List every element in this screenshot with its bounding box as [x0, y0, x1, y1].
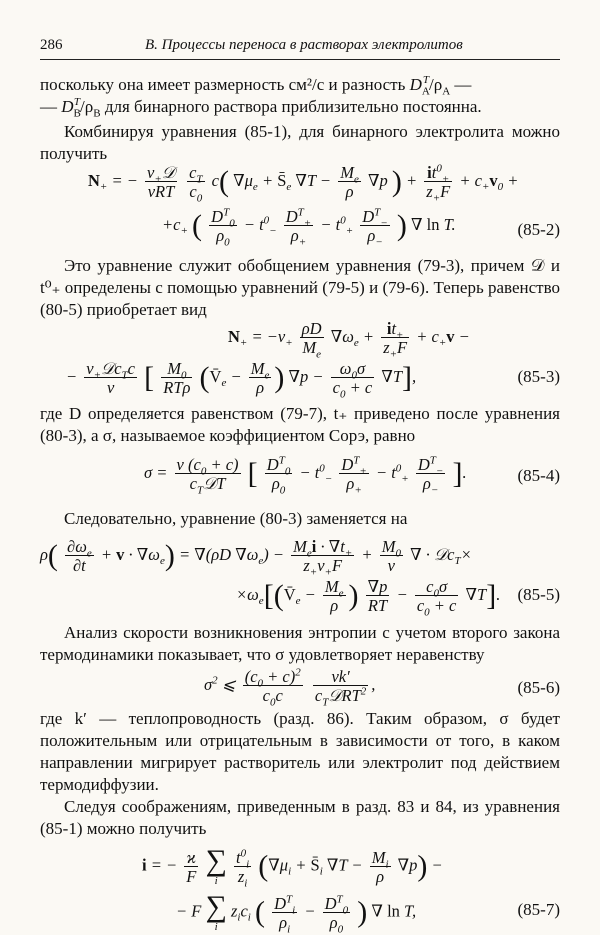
equation-85-4: σ = $\frac{\nu (c_0 + c)}{c_T𝒟T}$ [ $\frac{D^T_0}{\rho_0}$ − $t^0_-$ $\frac{D^T_+}{\rho_+}$ − $t^0_+$ $\frac{D^T_-}{\rho_-}$ ].	[144, 454, 467, 497]
equation-number-85-2: (85-2)	[517, 220, 560, 239]
equation-85-5-line2: $\times\omega_e[(V̄_e$ − $\frac{M_e}{\rho}$ ) $\frac{\nabla p}{RT}$ − $\frac{c_0\sigma}{c_0 + c}$ ∇T].	[236, 577, 501, 619]
equation-85-7-line2: − F ∑ i $z_ic_i$ ( $\frac{D^T_i}{\rho_i}$ − $\frac{D^T_0}{\rho_0}$ ) ∇ ln T,	[176, 890, 417, 935]
equation-85-3-line1: $N_+ = -\nu_+$ $\frac{\rho D}{M_e}$ $\nabla\omega_e$ + $\frac{it_+}{z_+F}$ + $c_+v$ −	[228, 319, 470, 361]
equation-number-85-3: (85-3)	[517, 367, 560, 386]
equation-number-85-7: (85-7)	[517, 900, 560, 919]
equation-85-3-line2: − $\frac{\nu_+𝒟c_Tc}{\nu}$ [ $\frac{M_0}{\text{RTρ}}$ ($V̄_e$ − $\frac{M_e}{\rho}$ ) ∇p − $\frac{\omega_0\sigma}{c_0 + c}$ ∇T],	[66, 359, 417, 401]
equation-85-2-line1: $N_+$ = − $\frac{\nu_+𝒟}{\text{νRT}}$ $\frac{c_T}{c_0}$ c( $\nabla\mu_e$ + $S̄_e$ ∇T − $\frac{M_e}{\rho}$ ∇p ) + $\frac{it^0_+}{z_+F}$ + $c_+v_0$ +	[88, 162, 519, 205]
equation-85-5-line1: ρ( $\frac{\partial\omega_e}{\partial t}$ + $v \cdot \nabla\omega_e) = \nabla(\rho D$ $\nabla\omega_e$) − $\frac{M_ei \cdot \nabla t_+}{z_+\nu_+F}$ + $\frac{M_0}{\nu}$ ∇ · 𝒟c$_T$×	[40, 537, 472, 579]
paragraph-5: Следовательно, уравнение (80-3) заменяется на	[64, 509, 408, 528]
page-header	[40, 37, 560, 60]
paragraph-3: Это уравнение служит обобщением уравнения (79-3), причем 𝒟 и t⁰₊ определены с помощью уравнений (79-5) и (79-6). Теперь равенство (80-5) приобретает вид	[40, 256, 560, 319]
equation-number-85-6: (85-6)	[517, 678, 560, 697]
paragraph-2: Комбинируя уравнения (85-1), для бинарного электролита можно получить	[40, 122, 560, 163]
equation-85-2-line2: $+c_+$ ( $\frac{D^T_0}{\rho_0}$ − $t^0_-$ $\frac{D^T_+}{\rho_+}$ − $t^0_+$ $\frac{D^T_-}{\rho_-}$ ) ∇ ln T.	[162, 206, 456, 249]
equation-85-7-line1: i = − $\frac{ϰ}{F}$ ∑ i $\frac{t^0_i}{z_i}$ ($\nabla\mu_i$ + $S̄_i$ ∇T − $\frac{M_i}{\rho}$ ∇p) −	[142, 844, 443, 889]
paragraph-1-line2: — $D_B^T/\rho_B$ для бинарного раствора приблизительно постоянна.	[40, 96, 482, 120]
page-number: 286	[40, 37, 63, 53]
paragraph-6: Анализ скорости возникновения энтропии с учетом второго закона термодинамики показывает, что σ удовлетворяет неравенству	[40, 623, 560, 664]
paragraph-1	[40, 74, 560, 118]
paragraph-1-line1: поскольку она имеет размерность см²/с и разность $D_A^T/\rho_A$ —	[40, 74, 472, 98]
paragraph-7: где k′ — теплопроводность (разд. 86). Таким образом, σ будет положительным или отрицательным в зависимости от того, в каком направлении мигрирует растворитель или электролит под действием термодиффузии.	[40, 709, 560, 794]
equation-number-85-5: (85-5)	[517, 585, 560, 604]
equation-number-85-4: (85-4)	[517, 466, 560, 485]
equation-85-6: $\sigma^2$ ⩽ $\frac{(c_0 + c)^2}{c_0c}$ $\frac{\nu k'}{c_T𝒟RT^2}$ ,	[204, 666, 376, 709]
running-title: В. Процессы переноса в растворах электролитов	[145, 37, 463, 53]
paragraph-8: Следуя соображениям, приведенным в разд. 83 и 84, из уравнения (85-1) можно получить	[40, 797, 560, 838]
paragraph-4: где D определяется равенством (79-7), t₊ приведено после уравнения (80-3), а σ, называемое коэффициентом Сорэ, равно	[40, 404, 560, 445]
